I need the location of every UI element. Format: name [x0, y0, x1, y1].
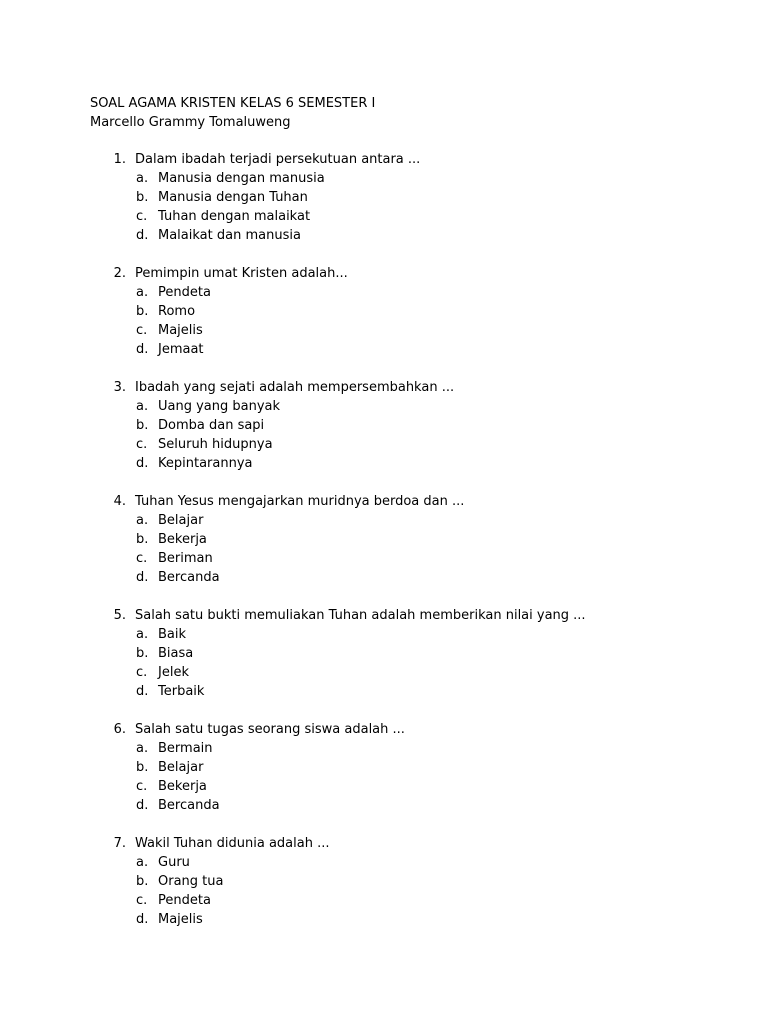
option-text: Terbaik [158, 684, 205, 699]
answer-option [90, 796, 750, 815]
question-text: Dalam ibadah terjadi persekutuan antara ... [135, 152, 421, 167]
answer-option [90, 644, 750, 663]
option-letter: a. [136, 513, 149, 528]
answer-option [90, 891, 750, 910]
option-text: Biasa [158, 646, 194, 661]
question-number: 7. [113, 836, 126, 851]
answer-option [90, 910, 750, 929]
option-text: Manusia dengan Tuhan [158, 190, 308, 205]
question-line [90, 492, 750, 511]
option-text: Uang yang banyak [158, 399, 281, 414]
question-line [90, 264, 750, 283]
option-letter: b. [136, 190, 149, 205]
answer-option [90, 872, 750, 891]
option-letter: a. [136, 741, 149, 756]
option-text: Belajar [158, 513, 204, 528]
option-text: Manusia dengan manusia [158, 171, 325, 186]
question-line [90, 150, 750, 169]
option-letter: d. [136, 228, 149, 243]
option-letter: c. [136, 551, 148, 566]
question-line [90, 720, 750, 739]
option-letter: d. [136, 456, 149, 471]
question-line [90, 378, 750, 397]
question-number: 5. [113, 608, 126, 623]
answer-option [90, 511, 750, 530]
option-text: Jemaat [158, 342, 204, 357]
option-text: Romo [158, 304, 196, 319]
option-letter: d. [136, 684, 149, 699]
answer-option [90, 663, 750, 682]
option-letter: a. [136, 627, 149, 642]
question-item [90, 150, 750, 245]
question-number: 2. [113, 266, 126, 281]
option-letter: a. [136, 171, 149, 186]
answer-option [90, 625, 750, 644]
answer-option [90, 682, 750, 701]
answer-option [90, 188, 750, 207]
option-letter: b. [136, 532, 149, 547]
option-text: Orang tua [158, 874, 224, 889]
option-letter: c. [136, 779, 148, 794]
option-text: Bekerja [158, 779, 207, 794]
answer-option [90, 226, 750, 245]
option-text: Beriman [158, 551, 213, 566]
question-text: Salah satu bukti memuliakan Tuhan adalah memberikan nilai yang ... [135, 608, 586, 623]
question-number: 3. [113, 380, 126, 395]
option-text: Bekerja [158, 532, 207, 547]
answer-option [90, 739, 750, 758]
question-line [90, 834, 750, 853]
answer-option [90, 568, 750, 587]
answer-option [90, 435, 750, 454]
document-title: SOAL AGAMA KRISTEN KELAS 6 SEMESTER I [90, 96, 376, 111]
answer-option [90, 283, 750, 302]
option-text: Jelek [158, 665, 189, 680]
answer-option [90, 549, 750, 568]
answer-option [90, 321, 750, 340]
answer-option [90, 530, 750, 549]
option-letter: c. [136, 323, 148, 338]
document-header [90, 94, 375, 132]
option-letter: b. [136, 760, 149, 775]
option-text: Guru [158, 855, 190, 870]
question-item [90, 834, 750, 929]
option-text: Belajar [158, 760, 204, 775]
document-author: Marcello Grammy Tomaluweng [90, 115, 291, 130]
answer-option [90, 397, 750, 416]
question-line [90, 606, 750, 625]
option-text: Domba dan sapi [158, 418, 265, 433]
question-number: 6. [113, 722, 126, 737]
option-letter: b. [136, 646, 149, 661]
option-text: Pendeta [158, 893, 211, 908]
answer-option [90, 207, 750, 226]
option-letter: c. [136, 665, 148, 680]
answer-option [90, 416, 750, 435]
option-letter: c. [136, 893, 148, 908]
option-letter: c. [136, 437, 148, 452]
option-text: Seluruh hidupnya [158, 437, 273, 452]
option-letter: a. [136, 855, 149, 870]
option-letter: b. [136, 418, 149, 433]
answer-option [90, 302, 750, 321]
option-letter: d. [136, 570, 149, 585]
option-letter: a. [136, 285, 149, 300]
option-text: Bercanda [158, 798, 220, 813]
option-letter: d. [136, 342, 149, 357]
answer-option [90, 340, 750, 359]
option-letter: d. [136, 798, 149, 813]
question-item [90, 720, 750, 815]
question-number: 1. [113, 152, 126, 167]
question-text: Ibadah yang sejati adalah mempersembahkan ... [135, 380, 455, 395]
option-text: Baik [158, 627, 187, 642]
question-text: Tuhan Yesus mengajarkan muridnya berdoa dan ... [135, 494, 465, 509]
option-text: Tuhan dengan malaikat [158, 209, 311, 224]
question-item [90, 378, 750, 473]
option-letter: a. [136, 399, 149, 414]
question-item [90, 606, 750, 701]
answer-option [90, 758, 750, 777]
option-text: Pendeta [158, 285, 211, 300]
option-letter: c. [136, 209, 148, 224]
option-text: Bercanda [158, 570, 220, 585]
answer-option [90, 454, 750, 473]
option-text: Majelis [158, 323, 203, 338]
question-text: Pemimpin umat Kristen adalah... [135, 266, 348, 281]
option-text: Malaikat dan manusia [158, 228, 301, 243]
answer-option [90, 777, 750, 796]
question-text: Salah satu tugas seorang siswa adalah ... [135, 722, 405, 737]
option-text: Bermain [158, 741, 213, 756]
question-list [90, 150, 750, 948]
option-letter: b. [136, 304, 149, 319]
option-letter: b. [136, 874, 149, 889]
question-text: Wakil Tuhan didunia adalah ... [135, 836, 330, 851]
option-text: Majelis [158, 912, 203, 927]
question-item [90, 492, 750, 587]
option-text: Kepintarannya [158, 456, 253, 471]
question-item [90, 264, 750, 359]
question-number: 4. [113, 494, 126, 509]
option-letter: d. [136, 912, 149, 927]
answer-option [90, 853, 750, 872]
answer-option [90, 169, 750, 188]
